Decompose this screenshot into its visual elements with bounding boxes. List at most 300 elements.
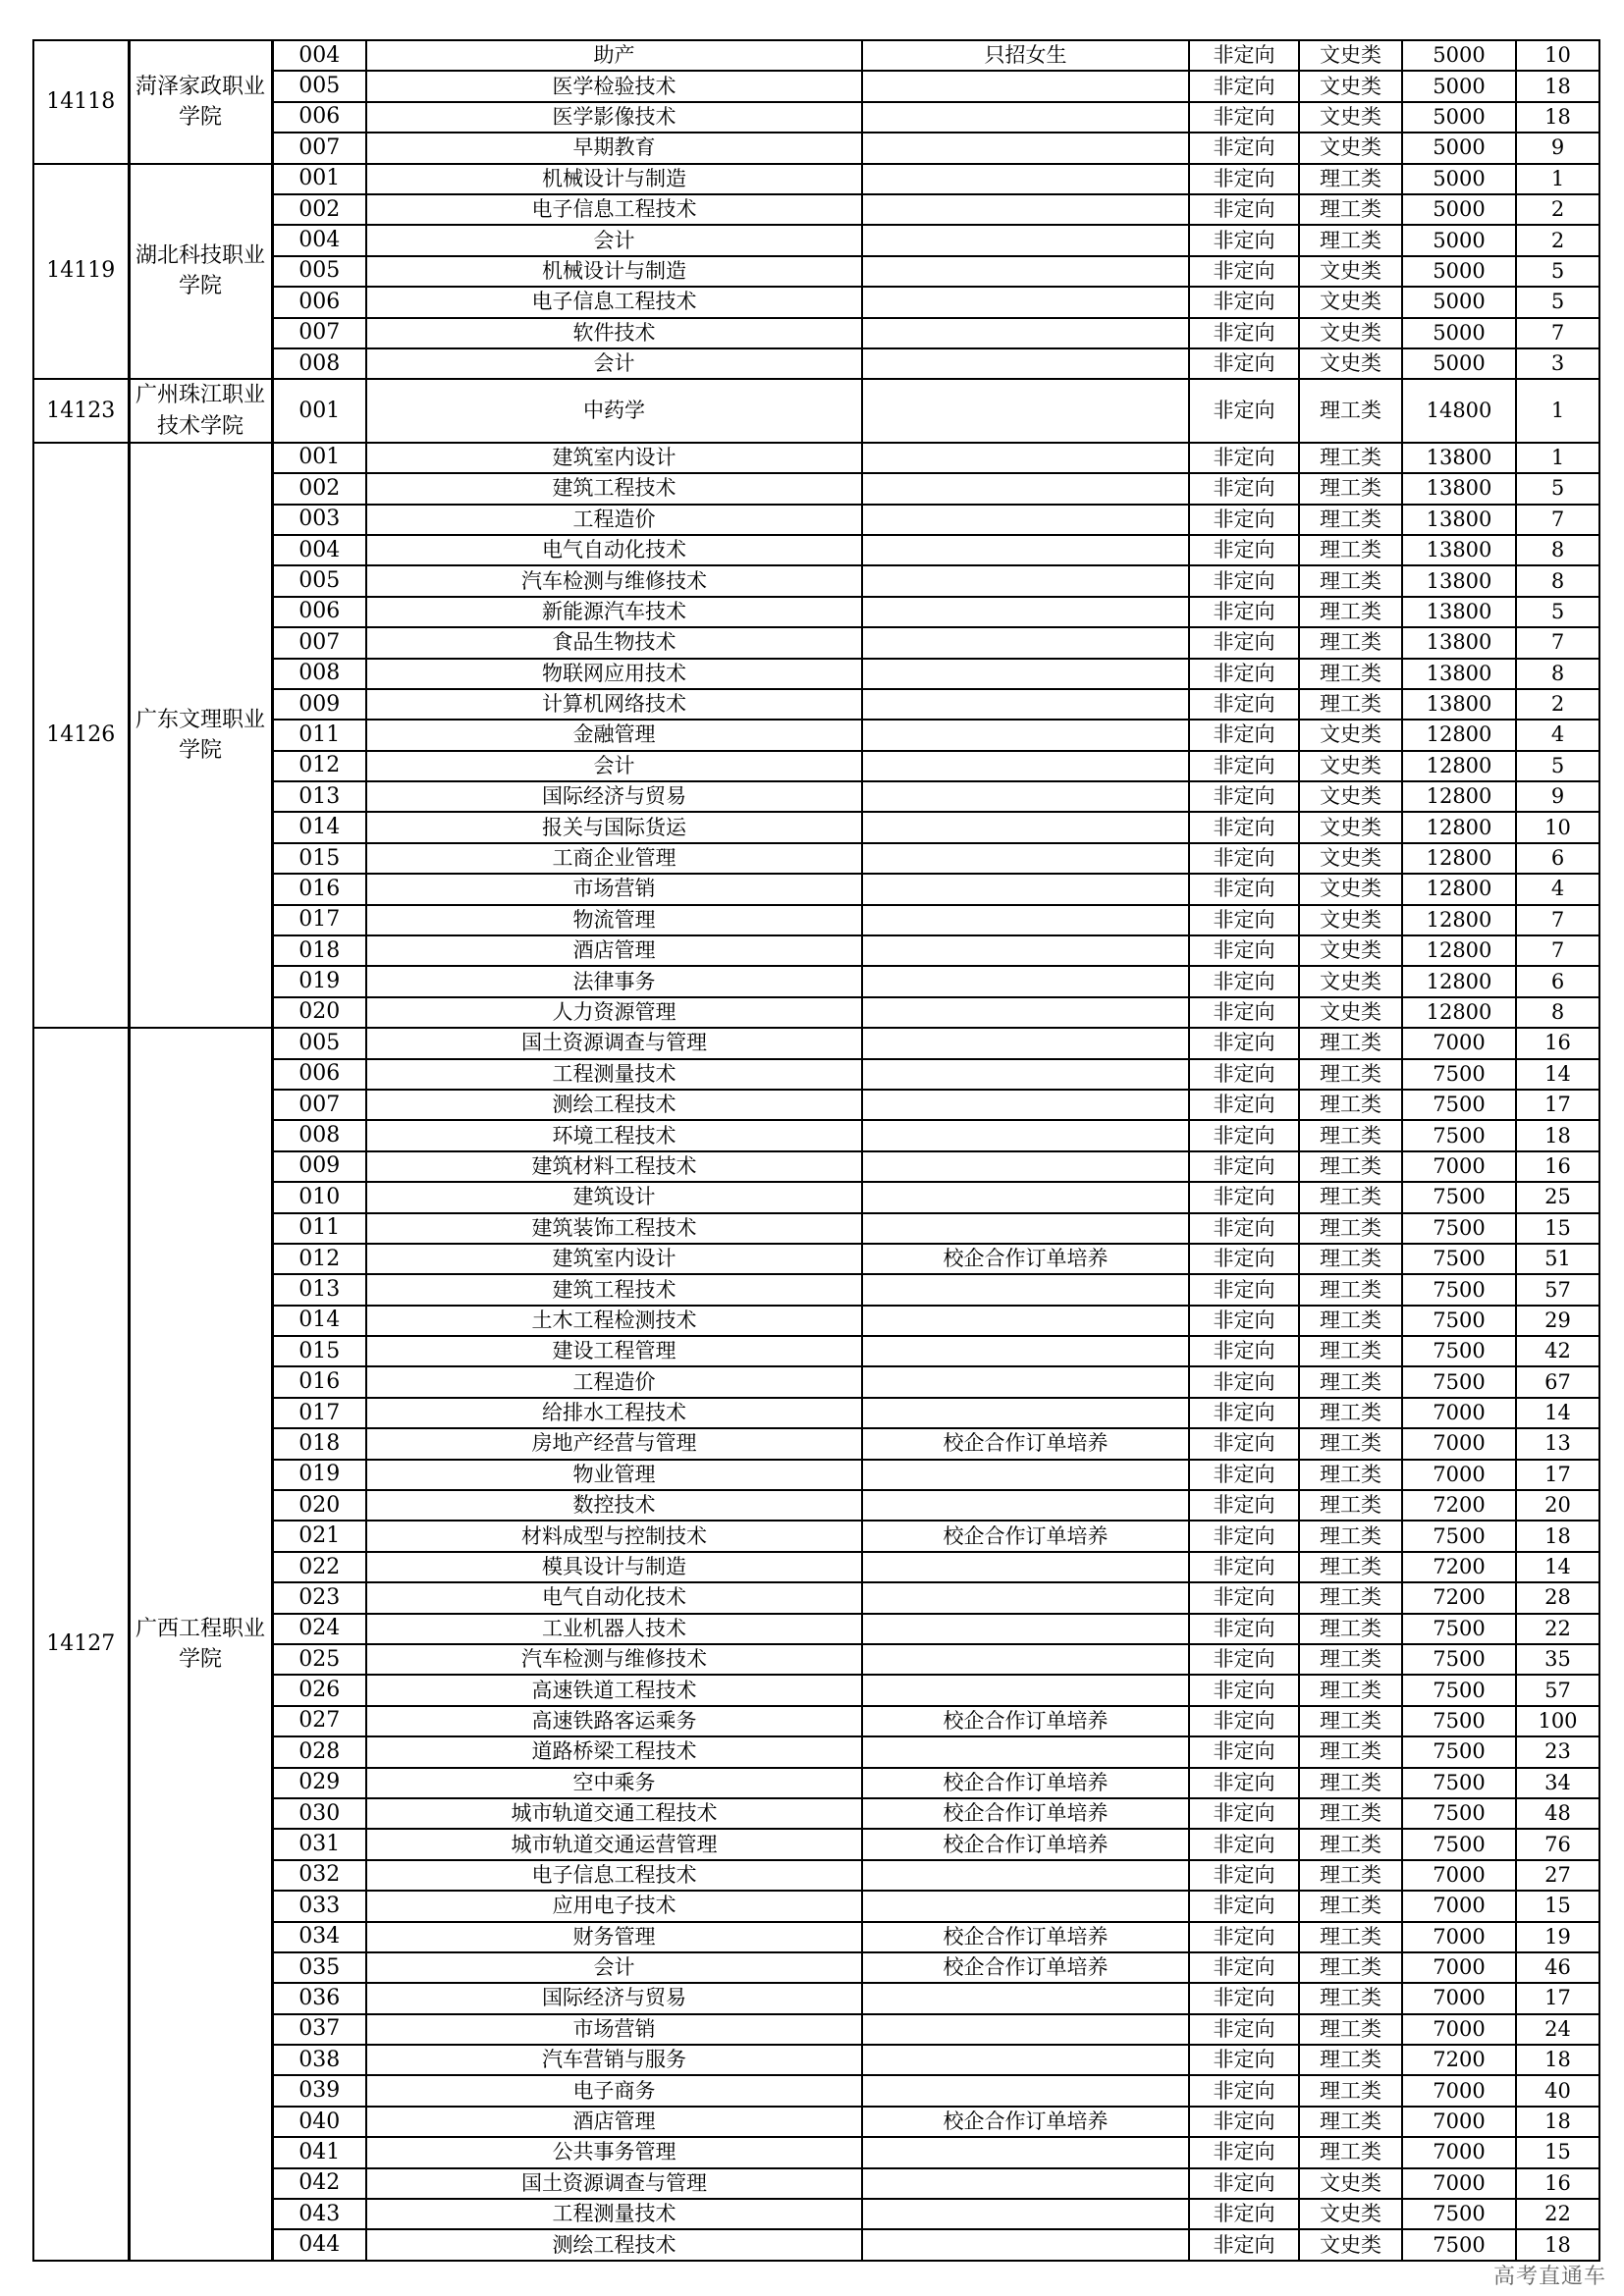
plan-type: 非定向	[1189, 256, 1299, 287]
remark	[862, 473, 1189, 504]
quota: 1	[1516, 164, 1599, 194]
tuition: 12800	[1402, 905, 1516, 935]
quota: 18	[1516, 1120, 1599, 1150]
plan-type: 非定向	[1189, 689, 1299, 720]
tuition: 7500	[1402, 1644, 1516, 1675]
plan-type: 非定向	[1189, 1460, 1299, 1490]
major-name: 数控技术	[366, 1490, 862, 1521]
major-name: 道路桥梁工程技术	[366, 1736, 862, 1767]
quota: 17	[1516, 1460, 1599, 1490]
major-code: 012	[272, 751, 366, 781]
tuition: 7000	[1402, 1952, 1516, 1983]
remark: 只招女生	[862, 40, 1189, 71]
tuition: 13800	[1402, 689, 1516, 720]
major-code: 006	[272, 1059, 366, 1090]
major-name: 新能源汽车技术	[366, 597, 862, 627]
tuition: 14800	[1402, 379, 1516, 442]
plan-type: 非定向	[1189, 1398, 1299, 1428]
major-code: 040	[272, 2107, 366, 2137]
quota: 14	[1516, 1552, 1599, 1582]
major-name: 汽车检测与维修技术	[366, 1644, 862, 1675]
major-code: 007	[272, 318, 366, 348]
major-name: 机械设计与制造	[366, 256, 862, 287]
major-name: 物业管理	[366, 1460, 862, 1490]
major-code: 027	[272, 1706, 366, 1736]
tuition: 7000	[1402, 1028, 1516, 1058]
remark	[862, 1090, 1189, 1120]
quota: 5	[1516, 256, 1599, 287]
remark	[862, 812, 1189, 842]
subject-category: 理工类	[1299, 1706, 1402, 1736]
quota: 18	[1516, 1521, 1599, 1551]
plan-type: 非定向	[1189, 720, 1299, 750]
major-code: 029	[272, 1768, 366, 1798]
tuition: 7000	[1402, 1460, 1516, 1490]
tuition: 7500	[1402, 1274, 1516, 1305]
major-name: 建筑室内设计	[366, 443, 862, 473]
major-name: 汽车营销与服务	[366, 2045, 862, 2075]
tuition: 7200	[1402, 1552, 1516, 1582]
major-name: 物联网应用技术	[366, 659, 862, 689]
subject-category: 理工类	[1299, 1274, 1402, 1305]
quota: 16	[1516, 2168, 1599, 2199]
major-name: 会计	[366, 751, 862, 781]
subject-category: 文史类	[1299, 843, 1402, 874]
subject-category: 理工类	[1299, 2014, 1402, 2045]
quota: 15	[1516, 1891, 1599, 1921]
quota: 1	[1516, 379, 1599, 442]
plan-type: 非定向	[1189, 1829, 1299, 1859]
plan-type: 非定向	[1189, 1090, 1299, 1120]
quota: 2	[1516, 225, 1599, 255]
table-row	[33, 1028, 1599, 1058]
subject-category: 理工类	[1299, 535, 1402, 565]
subject-category: 理工类	[1299, 1768, 1402, 1798]
plan-type: 非定向	[1189, 1028, 1299, 1058]
major-name: 高速铁路客运乘务	[366, 1706, 862, 1736]
plan-type: 非定向	[1189, 535, 1299, 565]
plan-type: 非定向	[1189, 1891, 1299, 1921]
plan-type: 非定向	[1189, 1428, 1299, 1459]
major-code: 015	[272, 843, 366, 874]
subject-category: 理工类	[1299, 443, 1402, 473]
major-name: 会计	[366, 348, 862, 379]
subject-category: 理工类	[1299, 1829, 1402, 1859]
subject-category: 理工类	[1299, 1552, 1402, 1582]
remark	[862, 565, 1189, 596]
subject-category: 理工类	[1299, 194, 1402, 225]
major-code: 032	[272, 1860, 366, 1891]
tuition: 7000	[1402, 1151, 1516, 1182]
major-name: 房地产经营与管理	[366, 1428, 862, 1459]
tuition: 12800	[1402, 812, 1516, 842]
tuition: 7000	[1402, 1398, 1516, 1428]
major-code: 005	[272, 1028, 366, 1058]
tuition: 7500	[1402, 1798, 1516, 1829]
table-row	[33, 40, 1599, 71]
tuition: 12800	[1402, 781, 1516, 812]
subject-category: 理工类	[1299, 1922, 1402, 1952]
quota: 8	[1516, 535, 1599, 565]
school-code: 14118	[33, 40, 129, 164]
major-code: 016	[272, 1366, 366, 1397]
quota: 7	[1516, 505, 1599, 535]
quota: 7	[1516, 935, 1599, 966]
major-code: 001	[272, 379, 366, 442]
plan-type: 非定向	[1189, 1336, 1299, 1366]
major-name: 会计	[366, 1952, 862, 1983]
remark	[862, 781, 1189, 812]
major-name: 法律事务	[366, 966, 862, 996]
remark	[862, 102, 1189, 133]
quota: 3	[1516, 348, 1599, 379]
major-name: 电气自动化技术	[366, 1582, 862, 1613]
remark	[862, 1736, 1189, 1767]
tuition: 7500	[1402, 2199, 1516, 2229]
subject-category: 理工类	[1299, 2107, 1402, 2137]
tuition: 7000	[1402, 1891, 1516, 1921]
major-name: 工程造价	[366, 505, 862, 535]
tuition: 5000	[1402, 164, 1516, 194]
major-code: 042	[272, 2168, 366, 2199]
major-code: 005	[272, 565, 366, 596]
major-code: 020	[272, 997, 366, 1028]
school-code: 14119	[33, 164, 129, 380]
major-code: 033	[272, 1891, 366, 1921]
remark	[862, 2137, 1189, 2167]
plan-type: 非定向	[1189, 1860, 1299, 1891]
quota: 42	[1516, 1336, 1599, 1366]
quota: 48	[1516, 1798, 1599, 1829]
school-code: 14123	[33, 379, 129, 442]
major-code: 019	[272, 1460, 366, 1490]
major-code: 013	[272, 781, 366, 812]
quota: 7	[1516, 905, 1599, 935]
major-name: 材料成型与控制技术	[366, 1521, 862, 1551]
quota: 24	[1516, 2014, 1599, 2045]
tuition: 5000	[1402, 194, 1516, 225]
plan-type: 非定向	[1189, 40, 1299, 71]
remark	[862, 2168, 1189, 2199]
major-code: 024	[272, 1614, 366, 1644]
major-code: 011	[272, 1213, 366, 1244]
major-name: 医学影像技术	[366, 102, 862, 133]
subject-category: 理工类	[1299, 1244, 1402, 1274]
remark	[862, 1182, 1189, 1212]
remark	[862, 627, 1189, 658]
major-code: 005	[272, 256, 366, 287]
major-code: 007	[272, 1090, 366, 1120]
major-code: 009	[272, 1151, 366, 1182]
major-name: 工程造价	[366, 1366, 862, 1397]
major-code: 041	[272, 2137, 366, 2167]
tuition: 7000	[1402, 2075, 1516, 2106]
quota: 29	[1516, 1306, 1599, 1336]
tuition: 7000	[1402, 1922, 1516, 1952]
subject-category: 文史类	[1299, 2168, 1402, 2199]
quota: 18	[1516, 102, 1599, 133]
plan-type: 非定向	[1189, 1922, 1299, 1952]
major-code: 004	[272, 535, 366, 565]
remark	[862, 1306, 1189, 1336]
plan-type: 非定向	[1189, 443, 1299, 473]
subject-category: 文史类	[1299, 812, 1402, 842]
major-name: 国土资源调查与管理	[366, 2168, 862, 2199]
plan-type: 非定向	[1189, 194, 1299, 225]
tuition: 7500	[1402, 1706, 1516, 1736]
plan-type: 非定向	[1189, 843, 1299, 874]
quota: 22	[1516, 1614, 1599, 1644]
plan-type: 非定向	[1189, 2014, 1299, 2045]
subject-category: 文史类	[1299, 781, 1402, 812]
remark	[862, 164, 1189, 194]
remark	[862, 318, 1189, 348]
remark	[862, 1614, 1189, 1644]
major-name: 酒店管理	[366, 2107, 862, 2137]
quota: 9	[1516, 781, 1599, 812]
subject-category: 理工类	[1299, 627, 1402, 658]
plan-type: 非定向	[1189, 2045, 1299, 2075]
remark	[862, 720, 1189, 750]
plan-type: 非定向	[1189, 1151, 1299, 1182]
subject-category: 理工类	[1299, 689, 1402, 720]
remark	[862, 935, 1189, 966]
quota: 67	[1516, 1366, 1599, 1397]
quota: 1	[1516, 443, 1599, 473]
tuition: 13800	[1402, 443, 1516, 473]
plan-type: 非定向	[1189, 1213, 1299, 1244]
major-code: 012	[272, 1244, 366, 1274]
subject-category: 理工类	[1299, 1059, 1402, 1090]
subject-category: 文史类	[1299, 720, 1402, 750]
major-name: 电气自动化技术	[366, 535, 862, 565]
subject-category: 理工类	[1299, 1151, 1402, 1182]
subject-category: 理工类	[1299, 1028, 1402, 1058]
tuition: 12800	[1402, 874, 1516, 904]
plan-type: 非定向	[1189, 1244, 1299, 1274]
tuition: 7500	[1402, 1768, 1516, 1798]
plan-type: 非定向	[1189, 348, 1299, 379]
plan-type: 非定向	[1189, 1521, 1299, 1551]
subject-category: 理工类	[1299, 1182, 1402, 1212]
remark	[862, 1490, 1189, 1521]
major-name: 国土资源调查与管理	[366, 1028, 862, 1058]
quota: 35	[1516, 1644, 1599, 1675]
subject-category: 理工类	[1299, 1336, 1402, 1366]
remark	[862, 1644, 1189, 1675]
quota: 34	[1516, 1768, 1599, 1798]
subject-category: 理工类	[1299, 597, 1402, 627]
major-code: 018	[272, 1428, 366, 1459]
subject-category: 理工类	[1299, 565, 1402, 596]
major-name: 建筑材料工程技术	[366, 1151, 862, 1182]
remark	[862, 1059, 1189, 1090]
major-name: 财务管理	[366, 1922, 862, 1952]
remark	[862, 2075, 1189, 2106]
major-code: 001	[272, 164, 366, 194]
major-name: 医学检验技术	[366, 71, 862, 101]
major-name: 测绘工程技术	[366, 1090, 862, 1120]
tuition: 7500	[1402, 1059, 1516, 1090]
plan-type: 非定向	[1189, 1182, 1299, 1212]
subject-category: 理工类	[1299, 379, 1402, 442]
major-name: 城市轨道交通运营管理	[366, 1829, 862, 1859]
plan-type: 非定向	[1189, 71, 1299, 101]
remark	[862, 1274, 1189, 1305]
major-name: 建筑设计	[366, 1182, 862, 1212]
quota: 2	[1516, 194, 1599, 225]
major-name: 工商企业管理	[366, 843, 862, 874]
major-code: 006	[272, 287, 366, 317]
major-code: 020	[272, 1490, 366, 1521]
subject-category: 文史类	[1299, 905, 1402, 935]
quota: 57	[1516, 1675, 1599, 1705]
remark	[862, 597, 1189, 627]
major-code: 007	[272, 627, 366, 658]
remark	[862, 2199, 1189, 2229]
remark	[862, 1983, 1189, 2013]
plan-type: 非定向	[1189, 225, 1299, 255]
table-row	[33, 164, 1599, 194]
subject-category: 理工类	[1299, 2075, 1402, 2106]
subject-category: 文史类	[1299, 256, 1402, 287]
quota: 8	[1516, 997, 1599, 1028]
subject-category: 理工类	[1299, 225, 1402, 255]
major-name: 机械设计与制造	[366, 164, 862, 194]
tuition: 13800	[1402, 627, 1516, 658]
remark	[862, 966, 1189, 996]
quota: 23	[1516, 1736, 1599, 1767]
major-code: 035	[272, 1952, 366, 1983]
quota: 51	[1516, 1244, 1599, 1274]
quota: 5	[1516, 287, 1599, 317]
quota: 2	[1516, 689, 1599, 720]
plan-type: 非定向	[1189, 2168, 1299, 2199]
subject-category: 理工类	[1299, 1490, 1402, 1521]
plan-type: 非定向	[1189, 1952, 1299, 1983]
plan-type: 非定向	[1189, 597, 1299, 627]
remark	[862, 1213, 1189, 1244]
major-name: 土木工程检测技术	[366, 1306, 862, 1336]
plan-type: 非定向	[1189, 379, 1299, 442]
major-name: 市场营销	[366, 2014, 862, 2045]
major-name: 电子信息工程技术	[366, 194, 862, 225]
major-code: 002	[272, 473, 366, 504]
tuition: 5000	[1402, 348, 1516, 379]
school-name: 广东文理职业学院	[135, 707, 266, 763]
remark	[862, 133, 1189, 163]
plan-type: 非定向	[1189, 659, 1299, 689]
quota: 13	[1516, 1428, 1599, 1459]
major-name: 食品生物技术	[366, 627, 862, 658]
quota: 20	[1516, 1490, 1599, 1521]
quota: 28	[1516, 1582, 1599, 1613]
subject-category: 文史类	[1299, 2199, 1402, 2229]
quota: 4	[1516, 720, 1599, 750]
remark	[862, 751, 1189, 781]
plan-type: 非定向	[1189, 102, 1299, 133]
quota: 17	[1516, 1090, 1599, 1120]
major-code: 008	[272, 1120, 366, 1150]
watermark: 高考直通车	[1492, 2265, 1606, 2289]
quota: 8	[1516, 659, 1599, 689]
plan-type: 非定向	[1189, 287, 1299, 317]
major-name: 空中乘务	[366, 1768, 862, 1798]
school-name-cell	[129, 40, 272, 164]
tuition: 12800	[1402, 966, 1516, 996]
plan-type: 非定向	[1189, 2107, 1299, 2137]
tuition: 7500	[1402, 2229, 1516, 2260]
subject-category: 理工类	[1299, 1983, 1402, 2013]
remark	[862, 1336, 1189, 1366]
plan-type: 非定向	[1189, 1306, 1299, 1336]
remark: 校企合作订单培养	[862, 1706, 1189, 1736]
quota: 6	[1516, 843, 1599, 874]
plan-type: 非定向	[1189, 1983, 1299, 2013]
school-name-cell	[129, 379, 272, 442]
tuition: 7500	[1402, 1521, 1516, 1551]
plan-type: 非定向	[1189, 2137, 1299, 2167]
major-code: 028	[272, 1736, 366, 1767]
major-name: 会计	[366, 225, 862, 255]
tuition: 7500	[1402, 1829, 1516, 1859]
major-code: 009	[272, 689, 366, 720]
quota: 18	[1516, 2107, 1599, 2137]
quota: 25	[1516, 1182, 1599, 1212]
major-name: 城市轨道交通工程技术	[366, 1798, 862, 1829]
major-name: 早期教育	[366, 133, 862, 163]
remark	[862, 287, 1189, 317]
major-code: 013	[272, 1274, 366, 1305]
major-name: 软件技术	[366, 318, 862, 348]
major-code: 003	[272, 505, 366, 535]
remark: 校企合作订单培养	[862, 1952, 1189, 1983]
quota: 14	[1516, 1059, 1599, 1090]
major-name: 环境工程技术	[366, 1120, 862, 1150]
major-name: 建筑室内设计	[366, 1244, 862, 1274]
major-code: 014	[272, 812, 366, 842]
tuition: 7000	[1402, 1983, 1516, 2013]
plan-type: 非定向	[1189, 2075, 1299, 2106]
subject-category: 理工类	[1299, 505, 1402, 535]
school-name: 广州珠江职业技术学院	[135, 383, 266, 439]
subject-category: 理工类	[1299, 1460, 1402, 1490]
quota: 18	[1516, 2045, 1599, 2075]
major-name: 工程测量技术	[366, 2199, 862, 2229]
subject-category: 理工类	[1299, 1891, 1402, 1921]
subject-category: 理工类	[1299, 2045, 1402, 2075]
major-name: 酒店管理	[366, 935, 862, 966]
school-name: 菏泽家政职业学院	[135, 74, 266, 130]
major-code: 039	[272, 2075, 366, 2106]
major-name: 中药学	[366, 379, 862, 442]
tuition: 13800	[1402, 597, 1516, 627]
major-code: 010	[272, 1182, 366, 1212]
major-name: 工业机器人技术	[366, 1614, 862, 1644]
remark	[862, 505, 1189, 535]
subject-category: 理工类	[1299, 1860, 1402, 1891]
subject-category: 文史类	[1299, 287, 1402, 317]
tuition: 12800	[1402, 751, 1516, 781]
quota: 5	[1516, 473, 1599, 504]
tuition: 7500	[1402, 1213, 1516, 1244]
subject-category: 理工类	[1299, 1090, 1402, 1120]
quota: 8	[1516, 565, 1599, 596]
plan-type: 非定向	[1189, 966, 1299, 996]
tuition: 7200	[1402, 1490, 1516, 1521]
subject-category: 理工类	[1299, 1428, 1402, 1459]
remark	[862, 1460, 1189, 1490]
